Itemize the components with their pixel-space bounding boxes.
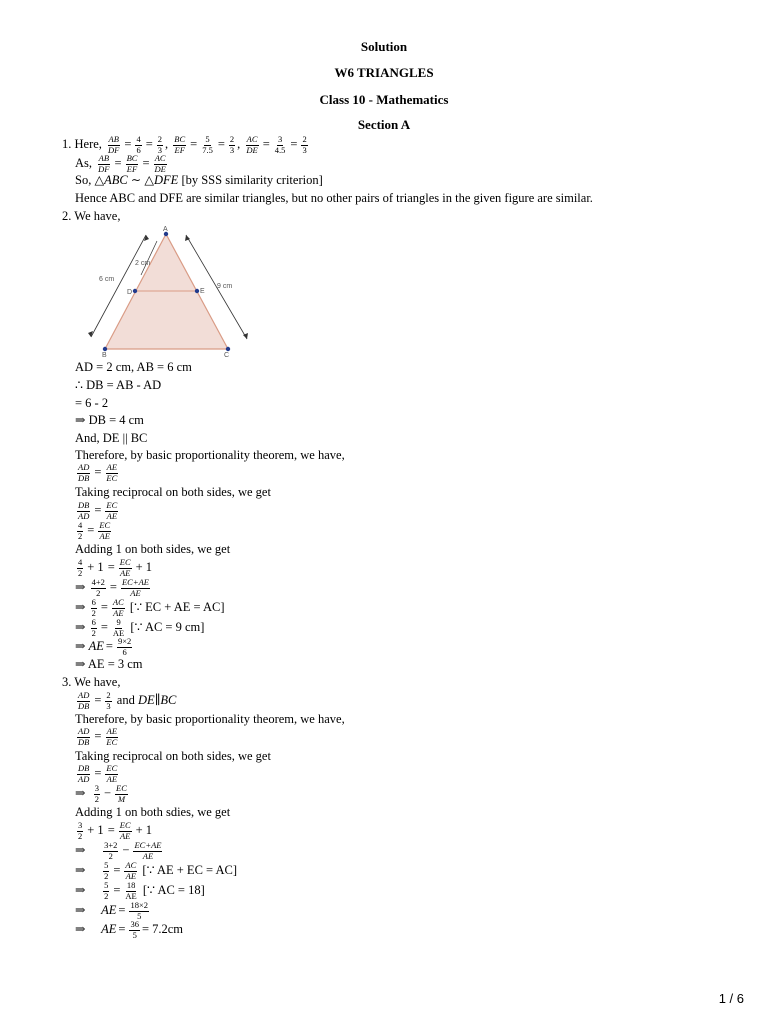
reason: [∵ AC = 9 cm] xyxy=(130,619,205,634)
label-b: B xyxy=(102,352,107,359)
reason: [∵ EC + AE = AC] xyxy=(129,599,225,614)
fraction: $\frac{BC}{EF}$ xyxy=(174,134,186,155)
fraction: $\frac{AC}{AE}$ xyxy=(112,597,124,618)
fraction: $\frac{4}{2}$ xyxy=(78,557,83,578)
fraction: $\frac{6}{2}$ xyxy=(91,597,96,618)
q3-bpt-statement: Therefore, by basic proportionality theorem, we have, xyxy=(75,712,345,726)
point-e xyxy=(195,289,199,293)
section-title: Section A xyxy=(357,117,411,132)
q1-here: Here, xyxy=(74,136,102,151)
q2-eq2: $\frac{DB}{AD}$ = $\frac{EC}{AE}$ xyxy=(78,500,118,521)
q3-intro xyxy=(62,675,120,690)
q3-reciprocal-text: Taking reciprocal on both sides, we get xyxy=(75,749,271,763)
q2-eq6: ⇒ $\frac{6}{2}$ = $\frac{AC}{AE}$ [∵ EC + AE = AC] xyxy=(75,597,225,618)
fraction: $\frac{EC}{AE}$ xyxy=(106,500,118,521)
triangle-figure xyxy=(84,225,254,359)
q2-eq5: ⇒ $\frac{4+2}{2}$ = $\frac{EC+AE}{AE}$ xyxy=(75,577,149,598)
fraction: $\frac{EC}{M}$ xyxy=(116,783,127,804)
fraction: $\frac{AD}{DB}$ xyxy=(78,726,90,747)
plus-one: + 1 xyxy=(135,822,153,837)
fraction: $\frac{AB}{DF}$ xyxy=(98,153,110,174)
q2-answer: ⇒ AE = 3 cm xyxy=(75,657,143,671)
label-d: D xyxy=(127,289,133,296)
fraction: $\frac{BC}{EF}$ xyxy=(126,153,138,174)
fraction: $\frac{3+2}{2}$ xyxy=(104,840,118,861)
q3-eq7: ⇒ $\frac{5}{2}$ = $\frac{18}{AE}$ [∵ AC = 18] xyxy=(75,880,205,901)
fraction: $\frac{EC+AE}{AE}$ xyxy=(134,840,162,861)
fraction: $\frac{AC}{DE}$ xyxy=(246,134,258,155)
q2-reciprocal-text: Taking reciprocal on both sides, we get xyxy=(75,485,271,499)
q2-intro xyxy=(62,209,120,224)
q2-given: AD = 2 cm, AB = 6 cm xyxy=(75,360,192,374)
fraction: $\frac{AE}{EC}$ xyxy=(106,726,118,747)
label-9cm: 9 cm xyxy=(217,283,233,290)
fraction: $\frac{2}{3}$ xyxy=(302,134,307,155)
similarity-statement: △ABC ∼ △DFE xyxy=(94,173,179,187)
fraction: $\frac{36}{5}$ xyxy=(130,919,139,940)
q1-number: 1. xyxy=(62,136,72,151)
q3-eq4: $\frac{3}{2}$ + 1 = $\frac{EC}{AE}$ + 1 xyxy=(78,820,153,841)
label-6cm: 6 cm xyxy=(99,276,115,283)
q2-parallel: And, DE || BC xyxy=(75,431,148,445)
fraction: $\frac{18\times 2}{5}$ xyxy=(130,900,148,921)
q1-as-line: As, $\frac{AB}{DF}$ = $\frac{BC}{EF}$ = $\frac{AC}{DE}$ xyxy=(75,153,166,174)
chapter-title: W6 TRIANGLES xyxy=(334,65,434,80)
reason: [∵ AE + EC = AC] xyxy=(142,862,238,877)
point-b xyxy=(103,347,107,351)
parallel-statement: DE∥BC xyxy=(137,692,177,707)
class-subject: Class 10 - Mathematics xyxy=(319,92,449,107)
ae-symbol: AE xyxy=(101,902,117,917)
label-a: A xyxy=(163,226,168,233)
fraction: $\frac{2}{3}$ xyxy=(157,134,163,155)
and-word: and xyxy=(116,692,135,707)
criterion: [by SSS similarity criterion] xyxy=(181,173,323,187)
fraction: $\frac{AD}{DB}$ xyxy=(78,690,90,711)
fraction: $\frac{9}{AE}$ xyxy=(112,617,125,638)
q3-number: 3. xyxy=(62,675,72,689)
q3-result: = 7.2cm xyxy=(141,921,184,936)
plus-one: + 1 xyxy=(135,559,153,574)
fraction: $\frac{5}{2}$ xyxy=(104,880,109,901)
q1-so-line xyxy=(75,173,323,188)
fraction: $\frac{3}{2}$ xyxy=(94,783,99,804)
q2-db-value: ⇒ DB = 4 cm xyxy=(75,413,144,427)
fraction: $\frac{AB}{DF}$ xyxy=(108,134,120,155)
fraction: $\frac{DB}{AD}$ xyxy=(78,500,90,521)
solution-heading: Solution xyxy=(360,39,408,54)
q1-conclusion: Hence ABC and DFE are similar triangles, but no other pairs of triangles in the given figure are similar. xyxy=(75,191,593,205)
point-d xyxy=(133,289,137,293)
plus-one: + 1 xyxy=(87,559,104,574)
fraction: $\frac{EC}{AE}$ xyxy=(119,820,131,841)
fraction: $\frac{AC}{AE}$ xyxy=(125,860,137,881)
fraction: $\frac{EC}{AE}$ xyxy=(106,763,118,784)
q3-add-one-text: Adding 1 on both sdies, we get xyxy=(75,805,231,819)
q2-eq4: $\frac{4}{2}$ + 1 = $\frac{EC}{AE}$ + 1 xyxy=(78,557,153,578)
q2-number: 2. xyxy=(62,209,72,223)
fraction: $\frac{AE}{EC}$ xyxy=(106,462,118,483)
label-2cm: 2 cm xyxy=(135,260,151,267)
fraction: $\frac{AC}{DE}$ xyxy=(154,153,166,174)
q1-ratios-line: 1. Here, $\frac{AB}{DF}$ = $\frac{4}{6}$ = $\frac{2}{3}$ , $\frac{BC}{EF}$ = $\frac{5}{7.5}$ = $\frac{2}{3}$ , $\frac{AC}{DE}$ = $\frac{3}{4.5}$ = $\frac{2}{3}$ xyxy=(62,134,307,155)
q3-we-have: We have, xyxy=(74,675,121,689)
fraction: $\frac{DB}{AD}$ xyxy=(78,763,90,784)
fraction: $\frac{EC+AE}{AE}$ xyxy=(121,577,149,598)
q2-db-sub: = 6 - 2 xyxy=(75,396,109,410)
fraction: $\frac{4}{6}$ xyxy=(136,134,141,155)
q1-so: So, xyxy=(75,173,92,187)
plus-one: + 1 xyxy=(87,822,104,837)
q1-as: As, xyxy=(75,155,93,170)
fraction: $\frac{5}{7.5}$ xyxy=(202,134,213,155)
ae-symbol: AE xyxy=(88,638,104,653)
fraction: $\frac{3}{2}$ xyxy=(78,820,83,841)
fraction: $\frac{5}{2}$ xyxy=(104,860,109,881)
q3-eq6: ⇒ $\frac{5}{2}$ = $\frac{AC}{AE}$ [∵ AE + EC = AC] xyxy=(75,860,238,881)
fraction: $\frac{6}{2}$ xyxy=(91,617,96,638)
fraction: $\frac{18}{AE}$ xyxy=(125,880,137,901)
point-c xyxy=(226,347,230,351)
fraction: $\frac{4+2}{2}$ xyxy=(91,577,105,598)
q2-db-expr: ∴ DB = AB - AD xyxy=(75,378,162,392)
q3-eq9: ⇒ AE = $\frac{36}{5}$ = 7.2cm xyxy=(75,919,184,940)
label-c: C xyxy=(224,352,230,359)
ae-symbol: AE xyxy=(101,921,117,936)
q2-eq7: ⇒ $\frac{6}{2}$ = $\frac{9}{AE}$ [∵ AC = 9 cm] xyxy=(75,617,205,638)
q2-eq3: $\frac{4}{2}$ = $\frac{EC}{AE}$ xyxy=(78,520,111,541)
fraction: $\frac{4}{2}$ xyxy=(78,520,83,541)
fraction: $\frac{2}{3}$ xyxy=(106,690,111,711)
fraction: $\frac{EC}{AE}$ xyxy=(119,557,131,578)
q2-we-have: We have, xyxy=(74,209,121,223)
label-e: E xyxy=(200,288,205,295)
fraction: $\frac{3}{4.5}$ xyxy=(274,134,286,155)
q3-eq1: $\frac{AD}{DB}$ = $\frac{AE}{EC}$ xyxy=(78,726,118,747)
q3-eq3: ⇒ $\frac{3}{2}$ − $\frac{EC}{M}$ xyxy=(75,783,127,804)
fraction: $\frac{2}{3}$ xyxy=(229,134,235,155)
fraction: $\frac{9\times 2}{6}$ xyxy=(117,636,132,657)
fraction: $\frac{EC}{AE}$ xyxy=(99,520,111,541)
q2-eq8: ⇒ AE = $\frac{9\times 2}{6}$ xyxy=(75,636,132,657)
q3-eq2: $\frac{DB}{AD}$ = $\frac{EC}{AE}$ xyxy=(78,763,118,784)
q2-add-one-text: Adding 1 on both sides, we get xyxy=(75,542,231,556)
page-number: 1 / 6 xyxy=(718,991,744,1006)
q3-given: $\frac{AD}{DB}$ = $\frac{2}{3}$ and DE∥BC xyxy=(78,690,177,711)
q3-eq8: ⇒ AE = $\frac{18\times 2}{5}$ xyxy=(75,900,148,921)
q2-eq1: $\frac{AD}{DB}$ = $\frac{AE}{EC}$ xyxy=(78,462,118,483)
reason: [∵ AC = 18] xyxy=(142,882,205,897)
q2-bpt-statement: Therefore, by basic proportionality theorem, we have, xyxy=(75,448,345,462)
q3-eq5: ⇒ $\frac{3+2}{2}$ − $\frac{EC+AE}{AE}$ xyxy=(75,840,162,861)
fraction: $\frac{AD}{DB}$ xyxy=(78,462,90,483)
